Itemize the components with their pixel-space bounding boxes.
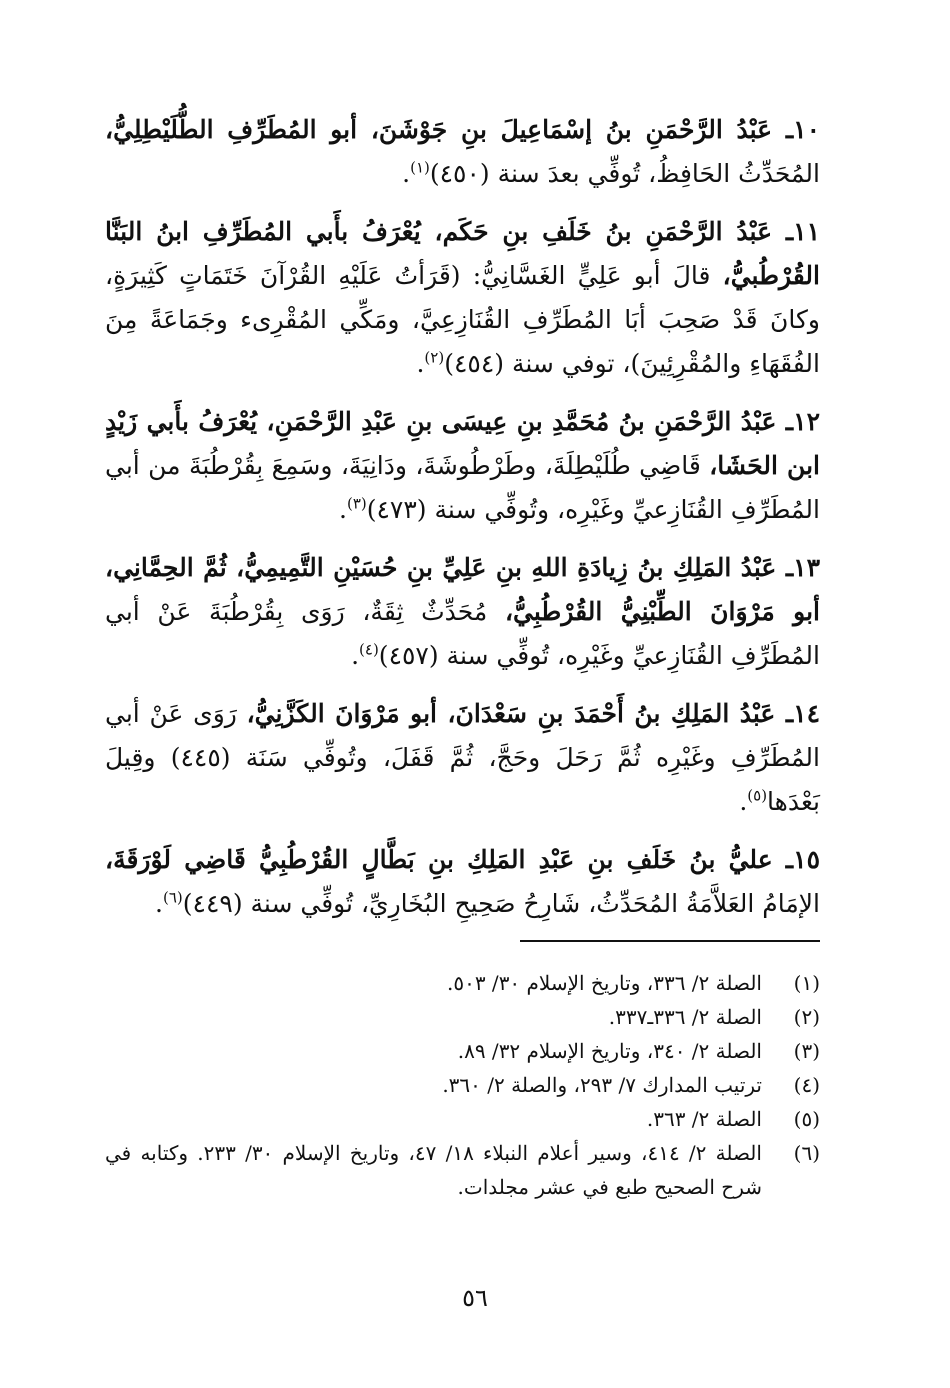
entry-heading: ١٥ـ عليُّ بنُ خَلَفِ بنِ عَبْدِ المَلِكِ بنِ بَطَّالٍ القُرْطُبِيُّ قَاضِي لَوْرَقَةَ، xyxy=(105,845,820,874)
biography-entry-10 xyxy=(105,108,820,196)
footnote-2 xyxy=(105,1000,820,1034)
page-number: ٥٦ xyxy=(462,1284,488,1312)
footnote-1 xyxy=(105,966,820,1000)
footnote-text: ترتيب المدارك ٧/ ٢٩٣، والصلة ٢/ ٣٦٠. xyxy=(442,1073,762,1097)
footnote-number: (٢) xyxy=(793,1005,820,1029)
footnote-5 xyxy=(105,1102,820,1136)
footnote-text: الصلة ٢/ ٣٤٠، وتاريخ الإسلام ٣٢/ ٨٩. xyxy=(457,1039,762,1063)
footnote-text: الصلة ٢/ ٣٣٦، وتاريخ الإسلام ٣٠/ ٥٠٣. xyxy=(446,971,762,995)
footnote-marker[interactable]: (٢) xyxy=(424,348,445,367)
entry-heading: ١٤ـ عَبْدُ المَلِكِ بنُ أَحْمَدَ بنِ سَعْدَانَ، أبو مَرْوَانَ الكَزَّنِيُّ، xyxy=(246,699,821,728)
footnote-marker[interactable]: (٤) xyxy=(359,640,379,659)
entry-body: الإمَامُ العَلاَّمَةُ المُحَدِّثُ، شَارِحُ صَحِيحِ البُخَارِيِّ، تُوفِّي سنة (٤٤٩) xyxy=(182,889,820,918)
biography-entry-15 xyxy=(105,838,820,926)
entry-tail: . xyxy=(339,495,347,524)
entry-body: رَوَى عَنْ أبي المُطَرِّفِ وغَيْرِه ثُمَّ رَحَلَ وحَجَّ، ثُمَّ قَفَلَ، وتُوفِّي سَنَة (٤٤٥) وقِيلَ بَعْدَها xyxy=(105,699,820,816)
footnote-separator xyxy=(520,940,820,942)
footnote-number: (٥) xyxy=(793,1107,820,1131)
entry-body: مُحَدِّثٌ ثِقَةٌ، رَوَى بِقُرْطُبَةَ عَنْ أبي المُطَرِّفِ القُنَازِعيِّ وغَيْرِه، تُوفِّي سنة (٤٥٧) xyxy=(105,597,820,670)
footnote-text: الصلة ٢/ ٣٣٦ـ٣٣٧. xyxy=(608,1005,762,1029)
biography-entry-11 xyxy=(105,210,820,386)
footnote-3 xyxy=(105,1034,820,1068)
entry-tail: . xyxy=(155,889,163,918)
biography-entry-13 xyxy=(105,546,820,678)
footnote-number: (٦) xyxy=(793,1141,820,1165)
footnote-number: (١) xyxy=(793,971,820,995)
entry-body: قالَ أبو عَلِيٍّ الغَسَّانِيُّ: (قَرَأتُ عَلَيْهِ القُرْآنَ خَتَمَاتٍ كَثِيرَةٍ، وكانَ قَدْ صَحِبَ أبَا المُطَرِّفِ القُنَازِعِيَّ، ومَكِّي المُقْرِىء وجَمَاعَةً مِنَ الفُقَهَاءِ والمُقْرِئِينَ)، توفي سنة (٤٥٤) xyxy=(105,261,820,378)
entry-tail: . xyxy=(402,159,411,188)
footnote-marker[interactable]: (٦) xyxy=(162,888,183,907)
entry-heading: ١١ـ عَبْدُ الرَّحْمَنِ بنُ خَلَفِ بنِ حَكَم، يُعْرَفُ بأَبي المُطَرِّفِ ابنُ البَنَّا القُرْطُبيُّ، xyxy=(105,217,820,290)
footnote-marker[interactable]: (١) xyxy=(410,158,430,177)
entry-heading: ١٢ـ عَبْدُ الرَّحْمَنِ بنُ مُحَمَّدِ بنِ عِيسَى بنِ عَبْدِ الرَّحْمَنِ، يُعْرَفُ بأَبي زَيْدٍ ابن الحَشَا، xyxy=(105,407,820,480)
entry-body: قَاضِي طُلَيْطِلَةَ، وطَرْطُوشَةَ، ودَانِيَةَ، وسَمِعَ بِقُرْطُبَةَ من أبي المُطَرِّفِ القُنَازِعيِّ وغَيْرِه، وتُوفِّي سنة (٤٧٣) xyxy=(105,451,820,524)
entry-body: المُحَدِّثُ الحَافِظُ، تُوفِّي بعدَ سنة (٤٥٠) xyxy=(429,159,820,188)
entry-heading: ١٠ـ عَبْدُ الرَّحْمَنِ بنُ إسْمَاعِيلَ بنِ جَوْشَنَ، أبو المُطَرِّفِ الطُّلَيْطِلِيُّ، xyxy=(105,115,820,144)
footnote-marker[interactable]: (٣) xyxy=(346,494,367,513)
footnote-number: (٣) xyxy=(793,1039,820,1063)
footnotes xyxy=(105,966,820,1204)
footnote-marker[interactable]: (٥) xyxy=(747,786,768,805)
entry-tail: . xyxy=(416,349,425,378)
entry-tail: . xyxy=(739,787,748,816)
biography-entry-12 xyxy=(105,400,820,532)
footnote-6 xyxy=(105,1136,820,1204)
footnote-number: (٤) xyxy=(793,1073,820,1097)
footnote-text: الصلة ٢/ ٣٦٣. xyxy=(646,1107,762,1131)
entry-tail: . xyxy=(351,641,360,670)
footnote-4 xyxy=(105,1068,820,1102)
biography-entry-14 xyxy=(105,692,820,824)
main-text xyxy=(105,108,820,940)
footnote-text: الصلة ٢/ ٤١٤، وسير أعلام النبلاء ١٨/ ٤٧، وتاريخ الإسلام ٣٠/ ٢٣٣. وكتابه في شرح الصحيح طبع في عشر مجلدات. xyxy=(105,1141,762,1199)
entry-heading: ١٣ـ عَبْدُ المَلِكِ بنُ زِيادَةِ اللهِ بنِ عَلِيِّ بنِ حُسَيْنِ التَّمِيمِيُّ، ثُمَّ الحِمَّانِي، أبو مَرْوَانَ الطِّبْنِيُّ القُرْطُبِيُّ، xyxy=(105,553,820,626)
